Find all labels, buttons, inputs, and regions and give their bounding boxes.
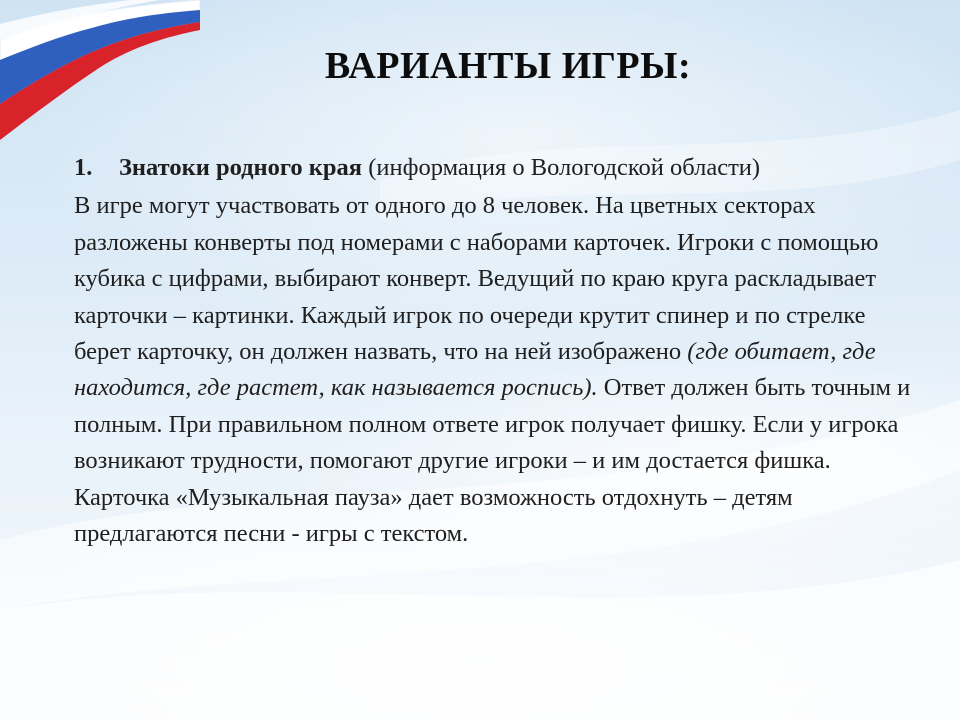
game-name: Знатоки родного края [119, 154, 363, 181]
slide-title: ВАРИАНТЫ ИГРЫ: [324, 45, 692, 87]
game-description [74, 188, 924, 552]
description-text-part2: Ответ должен быть точным и полным. При правильном полном ответе игрок получает фишку. Если у игрока возникают трудности, помогают другие игроки – и им достается фишка. Карточка «Музыкальная пауза» дает возможность отдохнуть – детям предлагаются песни - игры с текстом. [74, 374, 911, 548]
description-text-italic: (где обитает, где находится, где растет, как называется роспись). [74, 338, 876, 402]
description-text-part1: В игре могут участвовать от одного до 8 человек. На цветных секторах разложены конверты под номерами с наборами карточек. Игроки с помощью кубика с цифрами, выбирают конверт. Ведущий по краю круга раскладывает карточки – картинки. Каждый игрок по очереди крутит спинер и по стрелке берет карточку, он должен назвать, что на ней изображено [74, 192, 879, 366]
list-item-heading [74, 150, 924, 186]
list-item-number: 1. [74, 154, 93, 181]
game-note: (информация о Вологодской области) [368, 154, 761, 181]
slide-body [74, 150, 924, 552]
